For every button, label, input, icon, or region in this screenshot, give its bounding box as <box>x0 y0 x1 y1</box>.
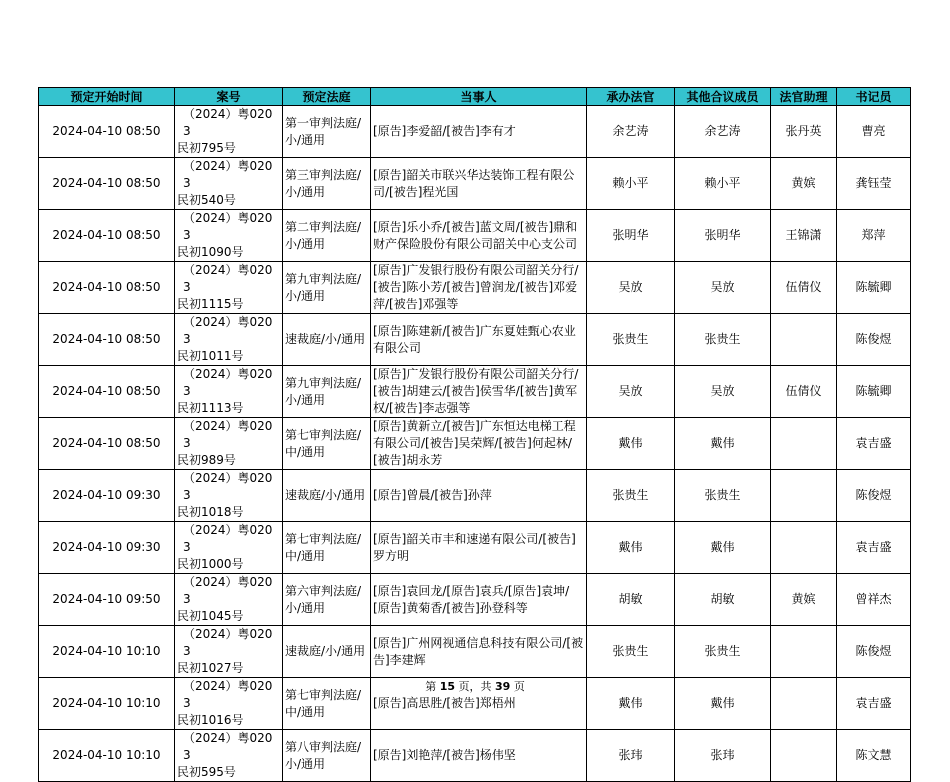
header-panel: 其他合议成员 <box>675 88 771 106</box>
cell-assistant: 王锦潇 <box>771 210 837 262</box>
cell-case-no <box>175 106 283 158</box>
cell-assistant <box>771 470 837 522</box>
cell-clerk: 曾祥杰 <box>837 574 911 626</box>
case-no-line-1: （2024）粤0203 <box>183 263 273 294</box>
cell-parties: [原告]广州网视通信息科技有限公司/[被告]李建辉 <box>371 626 587 678</box>
cell-court: 第九审判法庭/小/通用 <box>283 262 371 314</box>
cell-assistant: 张丹英 <box>771 106 837 158</box>
cell-court: 第九审判法庭/小/通用 <box>283 366 371 418</box>
cell-start-time: 2024-04-10 09:30 <box>39 470 175 522</box>
cell-parties: [原告]黄新立/[被告]广东恒达电梯工程有限公司/[被告]吴荣辉/[被告]何起林/[被告]胡永芳 <box>371 418 587 470</box>
cell-case-no <box>175 262 283 314</box>
footer-total-pages: 39 <box>495 680 511 693</box>
cell-case-no <box>175 626 283 678</box>
cell-assistant: 黄嫔 <box>771 158 837 210</box>
cell-start-time: 2024-04-10 10:10 <box>39 730 175 782</box>
cell-case-no <box>175 470 283 522</box>
case-no-line-2: 民初1016号 <box>177 713 244 727</box>
cell-court: 速裁庭/小/通用 <box>283 470 371 522</box>
cell-parties: [原告]韶关市丰和速递有限公司/[被告]罗方明 <box>371 522 587 574</box>
cell-start-time: 2024-04-10 08:50 <box>39 210 175 262</box>
table-row <box>39 262 911 314</box>
footer-prefix: 第 <box>425 680 437 693</box>
cell-judge: 胡敏 <box>587 574 675 626</box>
header-court: 预定法庭 <box>283 88 371 106</box>
cell-start-time: 2024-04-10 08:50 <box>39 158 175 210</box>
case-no-line-1: （2024）粤0203 <box>183 679 273 710</box>
cell-case-no <box>175 418 283 470</box>
cell-case-no <box>175 158 283 210</box>
cell-start-time: 2024-04-10 10:10 <box>39 626 175 678</box>
cell-clerk: 陈毓卿 <box>837 262 911 314</box>
cell-parties: [原告]乐小乔/[被告]蓝文周/[被告]鼎和财产保险股份有限公司韶关中心支公司 <box>371 210 587 262</box>
cell-panel: 张贵生 <box>675 626 771 678</box>
header-clerk: 书记员 <box>837 88 911 106</box>
cell-panel: 戴伟 <box>675 522 771 574</box>
table-row <box>39 470 911 522</box>
case-no-line-2: 民初1090号 <box>177 245 244 259</box>
case-no-line-1: （2024）粤0203 <box>183 107 273 138</box>
case-no-line-1: （2024）粤0203 <box>183 471 273 502</box>
cell-panel: 赖小平 <box>675 158 771 210</box>
table-row <box>39 574 911 626</box>
table-row <box>39 158 911 210</box>
header-parties: 当事人 <box>371 88 587 106</box>
case-no-line-2: 民初989号 <box>177 453 236 467</box>
cell-judge: 吴放 <box>587 366 675 418</box>
header-case-no: 案号 <box>175 88 283 106</box>
cell-parties: [原告]陈建新/[被告]广东夏娃甄心农业有限公司 <box>371 314 587 366</box>
case-no-line-1: （2024）粤0203 <box>183 523 273 554</box>
case-no-line-2: 民初1045号 <box>177 609 244 623</box>
case-no-line-1: （2024）粤0203 <box>183 315 273 346</box>
cell-judge: 吴放 <box>587 262 675 314</box>
cell-panel: 张明华 <box>675 210 771 262</box>
cell-assistant <box>771 626 837 678</box>
header-judge: 承办法官 <box>587 88 675 106</box>
case-no-line-1: （2024）粤0203 <box>183 159 273 190</box>
table-header-row <box>39 88 911 106</box>
table-row <box>39 366 911 418</box>
cell-parties: [原告]广发银行股份有限公司韶关分行/[被告]陈小芳/[被告]曾润龙/[被告]邓爱萍/[被告]邓强等 <box>371 262 587 314</box>
cell-parties: [原告]高思胜/[被告]郑梧州 <box>371 678 587 730</box>
cell-parties: [原告]曾晨/[被告]孙萍 <box>371 470 587 522</box>
cell-judge: 张贵生 <box>587 314 675 366</box>
cell-panel: 戴伟 <box>675 418 771 470</box>
header-start-time: 预定开始时间 <box>39 88 175 106</box>
case-no-line-2: 民初595号 <box>177 765 236 779</box>
cell-panel: 张玮 <box>675 730 771 782</box>
cell-assistant <box>771 418 837 470</box>
cell-case-no <box>175 730 283 782</box>
cell-court: 第八审判法庭/小/通用 <box>283 730 371 782</box>
cell-start-time: 2024-04-10 08:50 <box>39 262 175 314</box>
cell-clerk: 袁吉盛 <box>837 678 911 730</box>
cell-assistant <box>771 522 837 574</box>
cell-clerk: 龚钰莹 <box>837 158 911 210</box>
cell-clerk: 陈俊煜 <box>837 626 911 678</box>
cell-assistant: 伍倩仪 <box>771 262 837 314</box>
cell-clerk: 陈文慧 <box>837 730 911 782</box>
cell-clerk: 陈毓卿 <box>837 366 911 418</box>
cell-case-no <box>175 210 283 262</box>
cell-court: 第三审判法庭/小/通用 <box>283 158 371 210</box>
cell-court: 第二审判法庭/小/通用 <box>283 210 371 262</box>
page-footer <box>0 678 950 694</box>
cell-panel: 戴伟 <box>675 678 771 730</box>
cell-judge: 戴伟 <box>587 678 675 730</box>
cell-parties: [原告]李爱韶/[被告]李有才 <box>371 106 587 158</box>
case-no-line-1: （2024）粤0203 <box>183 419 273 450</box>
cell-start-time: 2024-04-10 08:50 <box>39 418 175 470</box>
footer-page-number: 15 <box>439 680 455 693</box>
cell-court: 第七审判法庭/中/通用 <box>283 678 371 730</box>
cell-court: 速裁庭/小/通用 <box>283 314 371 366</box>
cell-case-no <box>175 314 283 366</box>
cell-panel: 张贵生 <box>675 314 771 366</box>
cell-parties: [原告]刘艳萍/[被告]杨伟坚 <box>371 730 587 782</box>
case-no-line-2: 民初1113号 <box>177 401 244 415</box>
cell-case-no <box>175 574 283 626</box>
cell-judge: 张贵生 <box>587 470 675 522</box>
footer-middle: 页，共 <box>458 680 492 693</box>
cell-court: 第七审判法庭/中/通用 <box>283 522 371 574</box>
cell-start-time: 2024-04-10 08:50 <box>39 106 175 158</box>
cell-start-time: 2024-04-10 10:10 <box>39 678 175 730</box>
cell-panel: 吴放 <box>675 262 771 314</box>
case-no-line-2: 民初1000号 <box>177 557 244 571</box>
cell-start-time: 2024-04-10 08:50 <box>39 314 175 366</box>
case-no-line-2: 民初1011号 <box>177 349 244 363</box>
cell-case-no <box>175 366 283 418</box>
cell-court: 第六审判法庭/小/通用 <box>283 574 371 626</box>
cell-judge: 戴伟 <box>587 418 675 470</box>
cell-assistant <box>771 730 837 782</box>
cell-panel: 吴放 <box>675 366 771 418</box>
cell-clerk: 郑萍 <box>837 210 911 262</box>
cell-court: 第一审判法庭/小/通用 <box>283 106 371 158</box>
cell-case-no <box>175 522 283 574</box>
cell-parties: [原告]袁回龙/[原告]袁兵/[原告]袁坤/[原告]黄菊香/[被告]孙登科等 <box>371 574 587 626</box>
cell-parties: [原告]广发银行股份有限公司韶关分行/[被告]胡建云/[被告]侯雪华/[被告]黄军权/[被告]李志强等 <box>371 366 587 418</box>
cell-panel: 张贵生 <box>675 470 771 522</box>
table-row <box>39 626 911 678</box>
case-no-line-2: 民初795号 <box>177 141 236 155</box>
cell-judge: 戴伟 <box>587 522 675 574</box>
cell-start-time: 2024-04-10 09:30 <box>39 522 175 574</box>
table-row <box>39 106 911 158</box>
cell-court: 速裁庭/小/通用 <box>283 626 371 678</box>
cell-clerk: 曹亮 <box>837 106 911 158</box>
footer-suffix: 页 <box>513 680 525 693</box>
table-row <box>39 418 911 470</box>
cell-start-time: 2024-04-10 08:50 <box>39 366 175 418</box>
cell-judge: 余艺涛 <box>587 106 675 158</box>
cell-clerk: 袁吉盛 <box>837 522 911 574</box>
cell-judge: 赖小平 <box>587 158 675 210</box>
cell-assistant: 伍倩仪 <box>771 366 837 418</box>
header-assistant: 法官助理 <box>771 88 837 106</box>
case-no-line-1: （2024）粤0203 <box>183 367 273 398</box>
table-row <box>39 314 911 366</box>
case-no-line-2: 民初540号 <box>177 193 236 207</box>
cell-clerk: 陈俊煜 <box>837 314 911 366</box>
table-row <box>39 210 911 262</box>
case-no-line-2: 民初1115号 <box>177 297 244 311</box>
case-no-line-1: （2024）粤0203 <box>183 731 273 762</box>
cell-assistant <box>771 314 837 366</box>
case-no-line-2: 民初1027号 <box>177 661 244 675</box>
cell-clerk: 陈俊煜 <box>837 470 911 522</box>
cell-court: 第七审判法庭/中/通用 <box>283 418 371 470</box>
cell-start-time: 2024-04-10 09:50 <box>39 574 175 626</box>
cell-panel: 余艺涛 <box>675 106 771 158</box>
cell-judge: 张贵生 <box>587 626 675 678</box>
table-row <box>39 522 911 574</box>
cell-parties: [原告]韶关市联兴华达装饰工程有限公司/[被告]程光国 <box>371 158 587 210</box>
cell-assistant: 黄嫔 <box>771 574 837 626</box>
cell-judge: 张明华 <box>587 210 675 262</box>
case-no-line-1: （2024）粤0203 <box>183 575 273 606</box>
table-row <box>39 730 911 782</box>
cell-panel: 胡敏 <box>675 574 771 626</box>
case-no-line-2: 民初1018号 <box>177 505 244 519</box>
case-no-line-1: （2024）粤0203 <box>183 211 273 242</box>
cell-clerk: 袁吉盛 <box>837 418 911 470</box>
cell-judge: 张玮 <box>587 730 675 782</box>
case-no-line-1: （2024）粤0203 <box>183 627 273 658</box>
